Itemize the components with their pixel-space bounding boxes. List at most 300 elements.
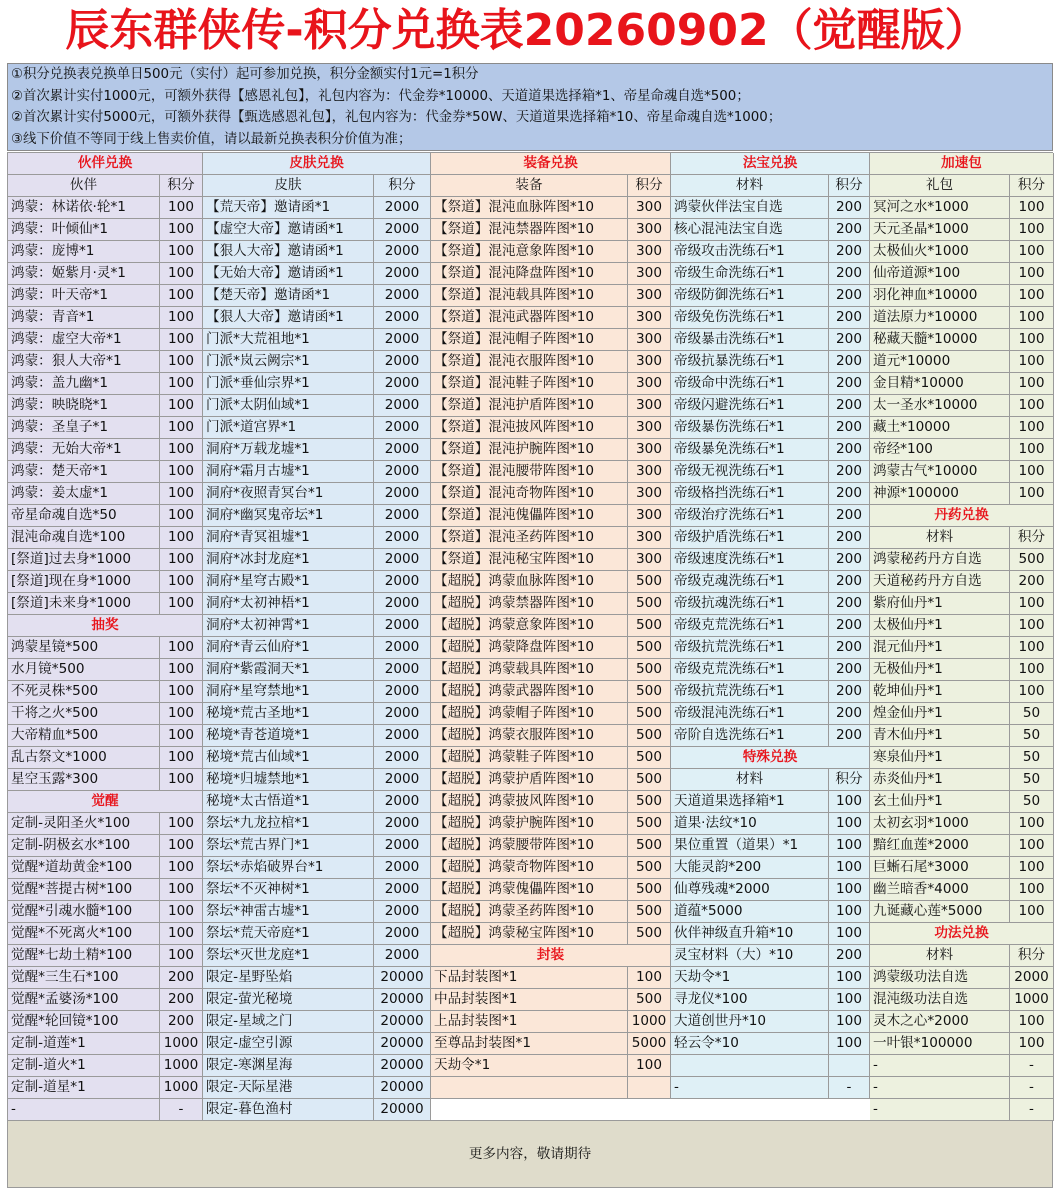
item-points: 2000 [374,637,431,659]
item-points: 2000 [374,681,431,703]
item-name: 【楚天帝】邀请函*1 [203,285,374,307]
item-points: 100 [1010,615,1054,637]
item-points: 1000 [160,1033,203,1055]
item-points: 2000 [374,461,431,483]
item-name: 帝级混沌洗练石*1 [671,703,829,725]
column-header-item: 材料 [671,175,829,197]
item-points: 100 [160,879,203,901]
item-points: 100 [160,461,203,483]
item-points: 20000 [374,1033,431,1055]
item-name: 太初玄羽*1000 [870,813,1010,835]
section-header-special: 特殊兑换 [671,747,870,769]
item-name: 不死灵株*500 [8,681,160,703]
item-points: 200 [829,219,870,241]
item-name: 觉醒*不死离火*100 [8,923,160,945]
column-header-item: 材料 [671,769,829,791]
item-points: 500 [628,659,671,681]
item-name: 上品封装图*1 [431,1011,628,1033]
item-name: 道果·法纹*10 [671,813,829,835]
item-points: 100 [829,1011,870,1033]
item-name: 【祭道】混沌武器阵图*10 [431,307,628,329]
item-name: 门派*道宫界*1 [203,417,374,439]
item-name: 鸿蒙：林诺依·轮*1 [8,197,160,219]
item-points: 500 [628,681,671,703]
item-name: 帝级速度洗练石*1 [671,549,829,571]
item-name: 觉醒*七劫土精*100 [8,945,160,967]
item-name: 混元仙丹*1 [870,637,1010,659]
item-points: 100 [160,395,203,417]
item-points: 100 [1010,417,1054,439]
item-name: 伙伴神级直升箱*10 [671,923,829,945]
item-name: 觉醒*菩提古树*100 [8,879,160,901]
item-points: 200 [829,285,870,307]
section-header-partner: 伙伴兑换 [8,153,203,175]
item-points: 50 [1010,791,1054,813]
item-name: 鸿蒙：青音*1 [8,307,160,329]
item-points: 500 [628,571,671,593]
item-points: 100 [1010,593,1054,615]
item-points: 2000 [374,197,431,219]
item-points: 2000 [374,417,431,439]
item-points: 100 [160,571,203,593]
item-name: [祭道]未来身*1000 [8,593,160,615]
item-points: 300 [628,527,671,549]
item-name: 【超脱】鸿蒙鞋子阵图*10 [431,747,628,769]
section-header-equip: 装备兑换 [431,153,671,175]
item-points: 2000 [374,329,431,351]
item-points: 100 [1010,1033,1054,1055]
item-points: 2000 [374,593,431,615]
item-points: 2000 [374,813,431,835]
item-points: 100 [160,923,203,945]
item-name: 【超脱】鸿蒙护腕阵图*10 [431,813,628,835]
item-name: 太极仙火*1000 [870,241,1010,263]
item-points: 200 [829,483,870,505]
item-name: 祭坛*神雷古墟*1 [203,901,374,923]
item-points: 100 [1010,835,1054,857]
item-points: 100 [160,659,203,681]
item-name: 帝级攻击洗练石*1 [671,241,829,263]
item-name: 洞府*太初神霄*1 [203,615,374,637]
item-name: 洞府*万载龙墟*1 [203,439,374,461]
item-points: 2000 [374,879,431,901]
item-name: 祭坛*九龙拉棺*1 [203,813,374,835]
item-name: 定制-道火*1 [8,1055,160,1077]
item-name: 限定-暮色渔村 [203,1099,374,1121]
item-name: 巨蜥石尾*3000 [870,857,1010,879]
item-name: 【超脱】鸿蒙载具阵图*10 [431,659,628,681]
section-header-skin: 皮肤兑换 [203,153,431,175]
item-name: 帝级命中洗练石*1 [671,373,829,395]
item-name: 帝级格挡洗练石*1 [671,483,829,505]
item-points: 100 [1010,461,1054,483]
item-name: 紫府仙丹*1 [870,593,1010,615]
item-name: 天劫令*1 [431,1055,628,1077]
item-name: 洞府*太初神梧*1 [203,593,374,615]
item-points: 300 [628,285,671,307]
item-name: 【祭道】混沌腰带阵图*10 [431,461,628,483]
item-name: 洞府*霜月古墟*1 [203,461,374,483]
item-name: 帝阶自选洗练石*1 [671,725,829,747]
footer-note: 更多内容，敬请期待 [7,1120,1053,1188]
item-name: 道元*10000 [870,351,1010,373]
item-points: 20000 [374,989,431,1011]
item-points: 200 [829,461,870,483]
item-name: [祭道]过去身*1000 [8,549,160,571]
item-name: 祭坛*荒古界门*1 [203,835,374,857]
item-name: 【祭道】混沌禁器阵图*10 [431,219,628,241]
item-name: 【祭道】混沌圣药阵图*10 [431,527,628,549]
item-name: 定制-道莲*1 [8,1033,160,1055]
item-name: 觉醒*引魂水髓*100 [8,901,160,923]
item-name: 洞府*冰封龙庭*1 [203,549,374,571]
item-points: 100 [160,417,203,439]
item-name: 限定-天际星港 [203,1077,374,1099]
item-points: 100 [160,813,203,835]
item-points: 100 [160,725,203,747]
item-points: 200 [829,395,870,417]
item-name: 天道道果选择箱*1 [671,791,829,813]
item-name: 门派*太阴仙域*1 [203,395,374,417]
item-name [431,1077,628,1099]
column-header-points: 积分 [1010,945,1054,967]
item-name: 【超脱】鸿蒙奇物阵图*10 [431,857,628,879]
item-points: 100 [160,769,203,791]
item-name: 【狠人大帝】邀请函*1 [203,307,374,329]
item-name: 洞府*紫霞洞天*1 [203,659,374,681]
exchange-table [7,152,1053,1121]
item-name: 门派*垂仙宗界*1 [203,373,374,395]
item-points: 100 [829,813,870,835]
item-name: 鸿蒙级功法自选 [870,967,1010,989]
item-points: 2000 [374,241,431,263]
item-points: 2000 [374,395,431,417]
item-points: 100 [1010,197,1054,219]
item-points: 100 [160,901,203,923]
item-name: 定制-道星*1 [8,1077,160,1099]
item-name: 限定-星域之门 [203,1011,374,1033]
item-points: 100 [160,681,203,703]
item-points: 200 [829,549,870,571]
item-points: 20000 [374,967,431,989]
item-name: 神源*100000 [870,483,1010,505]
item-points: 200 [829,593,870,615]
item-name: 限定-萤光秘境 [203,989,374,1011]
item-points: 2000 [374,923,431,945]
item-points: 2000 [1010,967,1054,989]
item-points: 1000 [1010,989,1054,1011]
item-points: 200 [829,681,870,703]
item-name: 【超脱】鸿蒙意象阵图*10 [431,615,628,637]
column-header-item: 装备 [431,175,628,197]
item-name: 鸿蒙：姜太虚*1 [8,483,160,505]
item-points: 200 [829,505,870,527]
item-name: 祭坛*赤焰破界台*1 [203,857,374,879]
item-points: 2000 [374,747,431,769]
item-points: 200 [829,659,870,681]
item-name: 限定-虚空引源 [203,1033,374,1055]
item-name: 【祭道】混沌傀儡阵图*10 [431,505,628,527]
item-name: 帝级闪避洗练石*1 [671,395,829,417]
item-points: 500 [1010,549,1054,571]
item-points: 200 [829,571,870,593]
item-name: 祭坛*灭世龙庭*1 [203,945,374,967]
item-name: 星空玉露*300 [8,769,160,791]
item-name: 鸿蒙：庞博*1 [8,241,160,263]
item-name: 帝级免伤洗练石*1 [671,307,829,329]
item-points: 2000 [374,791,431,813]
item-name: 【超脱】鸿蒙衣服阵图*10 [431,725,628,747]
item-points: 1000 [628,1011,671,1033]
item-name: 鸿蒙古气*10000 [870,461,1010,483]
item-name: 天劫令*1 [671,967,829,989]
item-name: 无极仙丹*1 [870,659,1010,681]
item-name: - [671,1077,829,1099]
item-points: 100 [1010,637,1054,659]
column-header-points: 积分 [829,175,870,197]
item-name: 鸿蒙秘药丹方自选 [870,549,1010,571]
item-name: 太极仙丹*1 [870,615,1010,637]
item-name: 帝级抗暴洗练石*1 [671,351,829,373]
item-points: 100 [160,703,203,725]
item-name: 帝级暴免洗练石*1 [671,439,829,461]
item-points: 1000 [160,1055,203,1077]
item-points: 2000 [374,527,431,549]
item-name: 帝级护盾洗练石*1 [671,527,829,549]
note-line: ③线下价值不等同于线上售卖价值，请以最新兑换表积分价值为准； [11,131,412,147]
item-points: 500 [628,835,671,857]
item-name: 觉醒*孟婆汤*100 [8,989,160,1011]
item-name: 【祭道】混沌护盾阵图*10 [431,395,628,417]
item-name: 寒泉仙丹*1 [870,747,1010,769]
item-name: 门派*大荒祖地*1 [203,329,374,351]
item-name: - [870,1055,1010,1077]
item-name: 轻云令*10 [671,1033,829,1055]
item-points: 300 [628,505,671,527]
item-points: 200 [829,637,870,659]
item-name: 大帝精血*500 [8,725,160,747]
item-name: 鸿蒙：圣皇子*1 [8,417,160,439]
item-points: 500 [628,637,671,659]
item-name: 【超脱】鸿蒙秘宝阵图*10 [431,923,628,945]
item-name: 混沌级功法自选 [870,989,1010,1011]
item-name: 帝级治疗洗练石*1 [671,505,829,527]
item-name: 藏土*10000 [870,417,1010,439]
column-header-points: 积分 [1010,175,1054,197]
item-name: 【祭道】混沌披风阵图*10 [431,417,628,439]
note-line: ②首次累计实付5000元，可额外获得【甄选感恩礼包】，礼包内容为：代金券*50W、天道道果选择箱*10、帝星命魂自选*1000； [11,110,782,125]
item-points: 100 [1010,879,1054,901]
note-line: ②首次累计实付1000元，可额外获得【感恩礼包】，礼包内容为：代金券*10000、天道道果选择箱*1、帝星命魂自选*500； [11,88,750,104]
item-name: 秘境*荒古仙域*1 [203,747,374,769]
column-header-points: 积分 [829,769,870,791]
item-points: 200 [829,527,870,549]
item-name: 仙帝道源*100 [870,263,1010,285]
item-name: 灵木之心*2000 [870,1011,1010,1033]
item-name: 仙尊残魂*2000 [671,879,829,901]
item-points: 200 [829,615,870,637]
section-header-pill: 丹药兑换 [870,505,1054,527]
item-points: 2000 [374,857,431,879]
item-name: 下品封装图*1 [431,967,628,989]
item-points: 200 [829,197,870,219]
item-name: 洞府*星穹禁地*1 [203,681,374,703]
item-points: 100 [160,505,203,527]
item-name: 鸿蒙：无始大帝*1 [8,439,160,461]
item-points: 2000 [374,835,431,857]
item-points: 100 [1010,241,1054,263]
item-points: 100 [829,857,870,879]
item-name: 门派*岚云阙宗*1 [203,351,374,373]
item-points: 300 [628,351,671,373]
item-points: 100 [1010,285,1054,307]
item-name: 鸿蒙：盖九幽*1 [8,373,160,395]
item-points: 100 [1010,351,1054,373]
item-name: 水月镜*500 [8,659,160,681]
item-points: 2000 [374,373,431,395]
item-points: 100 [160,373,203,395]
item-points: 100 [628,1055,671,1077]
item-name: 帝经*100 [870,439,1010,461]
item-points: 500 [628,747,671,769]
item-points: 100 [1010,857,1054,879]
item-name: 【祭道】混沌降盘阵图*10 [431,263,628,285]
item-points: 100 [160,351,203,373]
item-name: 一叶银*100000 [870,1033,1010,1055]
item-points: 300 [628,549,671,571]
item-points: 100 [160,835,203,857]
item-points: 100 [1010,219,1054,241]
item-points: 100 [160,945,203,967]
item-name: 金目精*10000 [870,373,1010,395]
item-points: 100 [1010,373,1054,395]
item-points: 300 [628,483,671,505]
item-points: - [160,1099,203,1121]
item-name: 限定-星野坠焰 [203,967,374,989]
item-points: 100 [829,923,870,945]
item-points: 200 [829,351,870,373]
item-points: 100 [160,263,203,285]
item-name: 帝级抗魂洗练石*1 [671,593,829,615]
item-name: 鸿蒙星镜*500 [8,637,160,659]
item-points: 20000 [374,1077,431,1099]
item-points: 500 [628,703,671,725]
item-name: 【祭道】混沌载具阵图*10 [431,285,628,307]
item-name: 赤炎仙丹*1 [870,769,1010,791]
item-name: 【祭道】混沌血脉阵图*10 [431,197,628,219]
item-points: 50 [1010,703,1054,725]
item-name: 核心混沌法宝自选 [671,219,829,241]
item-name: 帝级抗荒洗练石*1 [671,637,829,659]
item-points: 500 [628,791,671,813]
item-name: 鸿蒙：姬紫月·灵*1 [8,263,160,285]
item-name: 帝级防御洗练石*1 [671,285,829,307]
item-points: 100 [160,285,203,307]
item-name: 定制-阴极玄水*100 [8,835,160,857]
item-name: 天元圣晶*1000 [870,219,1010,241]
item-name: 玄土仙丹*1 [870,791,1010,813]
item-name: 【无始大帝】邀请函*1 [203,263,374,285]
item-name: 【祭道】混沌衣服阵图*10 [431,351,628,373]
item-points: 2000 [374,549,431,571]
item-points: 200 [160,1011,203,1033]
item-name: 干将之火*500 [8,703,160,725]
item-name: 黯红血莲*2000 [870,835,1010,857]
item-name: 【超脱】鸿蒙护盾阵图*10 [431,769,628,791]
item-points: 100 [1010,813,1054,835]
item-name: 【超脱】鸿蒙降盘阵图*10 [431,637,628,659]
item-name: 祭坛*荒天帝庭*1 [203,923,374,945]
column-header-points: 积分 [374,175,431,197]
item-points: 100 [1010,483,1054,505]
item-points: 2000 [374,769,431,791]
item-points: 100 [1010,1011,1054,1033]
item-points: 200 [160,967,203,989]
item-name: 【超脱】鸿蒙武器阵图*10 [431,681,628,703]
item-name: 帝级生命洗练石*1 [671,263,829,285]
item-points: 2000 [374,439,431,461]
item-name: 秘境*荒古圣地*1 [203,703,374,725]
item-name: 【超脱】鸿蒙禁器阵图*10 [431,593,628,615]
item-points: - [1010,1055,1054,1077]
note-line: ①积分兑换表兑换单日500元（实付）起可参加兑换，积分金额实付1元=1积分 [11,67,479,82]
item-name: 中品封装图*1 [431,989,628,1011]
section-header-seal: 封装 [431,945,671,967]
item-name: 羽化神血*10000 [870,285,1010,307]
column-header-item: 材料 [870,945,1010,967]
item-name: 帝级克荒洗练石*1 [671,659,829,681]
item-points: 100 [829,901,870,923]
item-name: 【祭道】混沌奇物阵图*10 [431,483,628,505]
item-name: 洞府*青冥祖墟*1 [203,527,374,549]
section-header-skill: 功法兑换 [870,923,1054,945]
item-points: 2000 [374,901,431,923]
item-name: 【狠人大帝】邀请函*1 [203,241,374,263]
item-points: 500 [628,901,671,923]
item-name: 洞府*青云仙府*1 [203,637,374,659]
item-points: 100 [1010,439,1054,461]
item-points: 100 [160,637,203,659]
item-points: 200 [829,263,870,285]
item-points: 20000 [374,1099,431,1121]
item-points: 500 [628,989,671,1011]
item-name: 天道秘药丹方自选 [870,571,1010,593]
item-points: 20000 [374,1011,431,1033]
item-points: 100 [1010,659,1054,681]
item-name: 帝级暴击洗练石*1 [671,329,829,351]
item-name: 乾坤仙丹*1 [870,681,1010,703]
section-header-speed: 加速包 [870,153,1054,175]
section-header-lottery: 抽奖 [8,615,203,637]
item-points: 300 [628,417,671,439]
item-points: - [829,1077,870,1099]
item-points: 1000 [160,1077,203,1099]
column-header-points: 积分 [1010,527,1054,549]
item-points: 100 [160,549,203,571]
item-points: 300 [628,395,671,417]
item-points: 20000 [374,1055,431,1077]
item-points: 100 [160,527,203,549]
item-points: 200 [829,241,870,263]
item-name: 【祭道】混沌意象阵图*10 [431,241,628,263]
item-points: 200 [160,989,203,1011]
column-header-points: 积分 [160,175,203,197]
item-points: 500 [628,813,671,835]
item-name: 鸿蒙：叶倾仙*1 [8,219,160,241]
item-points: 100 [160,197,203,219]
item-points: 100 [829,835,870,857]
item-name: 冥河之水*1000 [870,197,1010,219]
